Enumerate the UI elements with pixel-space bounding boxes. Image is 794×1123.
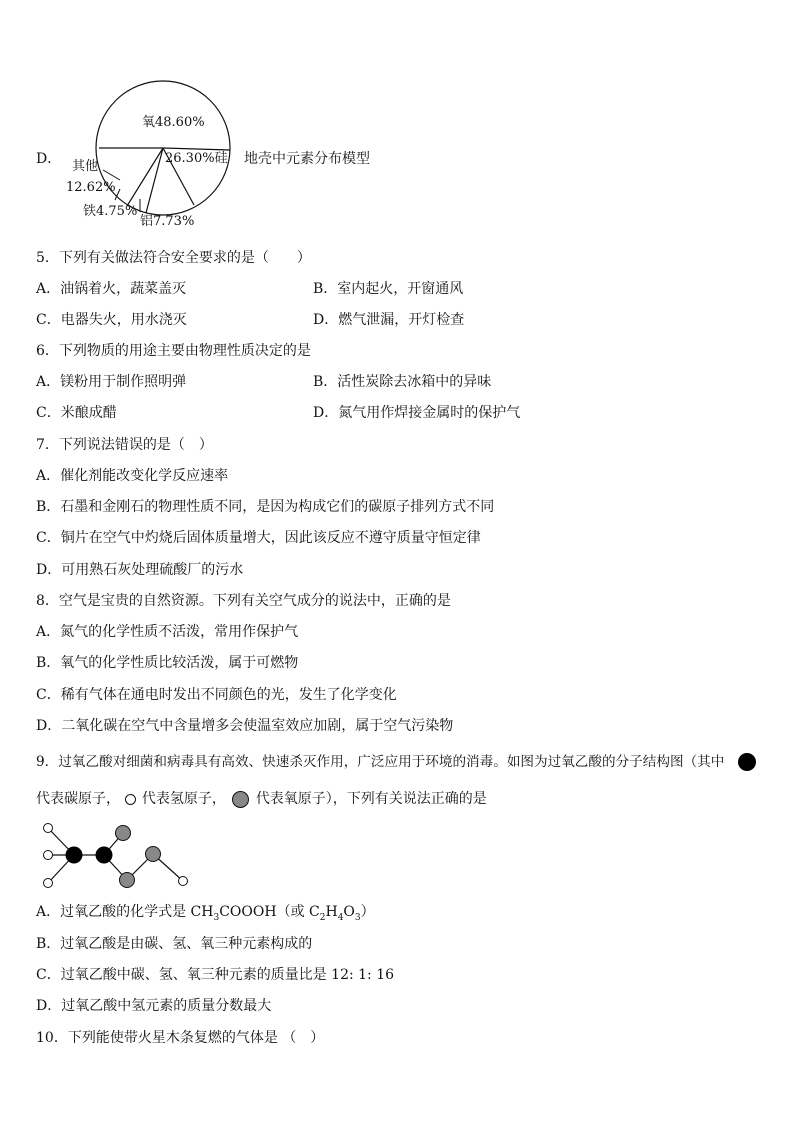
oxygen-atom bbox=[116, 826, 131, 841]
q9-a-text: A．过氧乙酸的化学式是 CH bbox=[36, 904, 214, 920]
q9-a-text: H bbox=[325, 904, 338, 920]
q9-option-c[interactable]: C．过氧乙酸中碳、氢、氧三种元素的质量比是 12: 1: 16 bbox=[36, 967, 395, 983]
oxygen-atom bbox=[146, 847, 161, 862]
oxygen-atom bbox=[120, 873, 135, 888]
q9-a-sub: 3 bbox=[213, 912, 220, 923]
q9-a-sub: 3 bbox=[354, 912, 361, 923]
pie-label-iron: 铁4.75% bbox=[83, 204, 138, 219]
q7-option-d[interactable]: D．可用熟石灰处理硫酸厂的污水 bbox=[36, 562, 244, 578]
q9-a-text: ） bbox=[360, 904, 375, 920]
carbon-atom-legend-icon bbox=[738, 753, 758, 773]
oxygen-atom-legend-icon bbox=[232, 791, 249, 808]
q9-a-sub: 2 bbox=[319, 912, 326, 923]
q8-option-c[interactable]: C．稀有气体在通电时发出不同颜色的光，发生了化学变化 bbox=[36, 687, 397, 703]
q5-option-d[interactable]: D．燃气泄漏，开灯检查 bbox=[313, 312, 465, 328]
q5-stem: 5．下列有关做法符合安全要求的是（ ） bbox=[36, 250, 311, 266]
q10-stem: 10．下列能使带火星木条复燃的气体是 （ ） bbox=[36, 1030, 325, 1046]
q9-legend-carbon-text: 代表碳原子， bbox=[36, 791, 120, 807]
q9-option-a[interactable] bbox=[36, 903, 375, 927]
pie-label-other-pct: 12.62% bbox=[66, 180, 116, 195]
pie-label-aluminum: 铝7.73% bbox=[140, 214, 195, 229]
hydrogen-atom bbox=[44, 879, 53, 888]
q7-stem: 7．下列说法错误的是（ ） bbox=[36, 437, 213, 453]
q7-option-b[interactable]: B．石墨和金刚石的物理性质不同，是因为构成它们的碳原子排列方式不同 bbox=[36, 499, 495, 515]
pie-caption: 地壳中元素分布模型 bbox=[244, 151, 370, 167]
q9-a-sub: 4 bbox=[337, 912, 344, 923]
crust-element-pie-chart bbox=[0, 0, 794, 240]
hydrogen-atom bbox=[44, 851, 53, 860]
q6-option-c[interactable]: C．米酿成醋 bbox=[36, 405, 117, 421]
pie-slice-divider-oxygen-silicon bbox=[163, 148, 230, 150]
q9-stem-line2 bbox=[36, 790, 487, 808]
q9-legend-oxygen-text: 代表氧原子），下列有关说法正确的是 bbox=[255, 791, 487, 807]
q9-a-text: O bbox=[343, 904, 355, 920]
pie-label-oxygen: 氧48.60% bbox=[142, 115, 205, 130]
q6-option-d[interactable]: D．氮气用作焊接金属时的保护气 bbox=[313, 405, 521, 421]
q8-option-b[interactable]: B．氧气的化学性质比较活泼，属于可燃物 bbox=[36, 655, 299, 671]
q7-option-c[interactable]: C．铜片在空气中灼烧后固体质量增大，因此该反应不遵守质量守恒定律 bbox=[36, 530, 481, 546]
peracetic-acid-molecule-diagram bbox=[0, 815, 220, 895]
q5-option-b[interactable]: B．室内起火，开窗通风 bbox=[313, 281, 464, 297]
pie-label-silicon: 26.30%硅 bbox=[165, 151, 228, 166]
q9-a-text: COOOH（或 C bbox=[219, 904, 320, 920]
q9-legend-hydrogen-text: 代表氢原子， bbox=[141, 791, 226, 807]
q8-stem: 8．空气是宝贵的自然资源。下列有关空气成分的说法中，正确的是 bbox=[36, 593, 451, 609]
q9-option-d[interactable]: D．过氧乙酸中氢元素的质量分数最大 bbox=[36, 998, 272, 1014]
q6-option-a[interactable]: A．镁粉用于制作照明弹 bbox=[36, 374, 187, 390]
q4-option-d-label[interactable]: D． bbox=[36, 151, 62, 167]
pie-slice-divider-aluminum bbox=[146, 148, 163, 213]
q9-stem-line1 bbox=[36, 753, 724, 771]
carbon-atom bbox=[66, 847, 83, 864]
hydrogen-atom-legend-icon bbox=[125, 794, 136, 805]
hydrogen-atom bbox=[179, 877, 188, 886]
q6-stem: 6．下列物质的用途主要由物理性质决定的是 bbox=[36, 343, 311, 359]
q9-option-b[interactable]: B．过氧乙酸是由碳、氢、氧三种元素构成的 bbox=[36, 936, 313, 952]
pie-slice-divider-iron bbox=[127, 148, 163, 206]
carbon-atom bbox=[96, 847, 113, 864]
q6-option-b[interactable]: B．活性炭除去冰箱中的异味 bbox=[313, 374, 492, 390]
q9-stem-text-1: 9．过氧乙酸对细菌和病毒具有高效、快速杀灭作用，广泛应用于环境的消毒。如图为过氧乙酸的分子结构图（其中 bbox=[36, 754, 725, 770]
pie-label-other-name: 其他 bbox=[72, 159, 99, 174]
other-leader-line bbox=[103, 170, 120, 180]
q8-option-a[interactable]: A．氮气的化学性质不活泼，常用作保护气 bbox=[36, 624, 299, 640]
hydrogen-atom bbox=[44, 824, 53, 833]
q7-option-a[interactable]: A．催化剂能改变化学反应速率 bbox=[36, 468, 229, 484]
q8-option-d[interactable]: D．二氧化碳在空气中含量增多会使温室效应加剧，属于空气污染物 bbox=[36, 718, 454, 734]
q5-option-a[interactable]: A．油锅着火，蔬菜盖灭 bbox=[36, 281, 187, 297]
q5-option-c[interactable]: C．电器失火，用水浇灭 bbox=[36, 312, 187, 328]
